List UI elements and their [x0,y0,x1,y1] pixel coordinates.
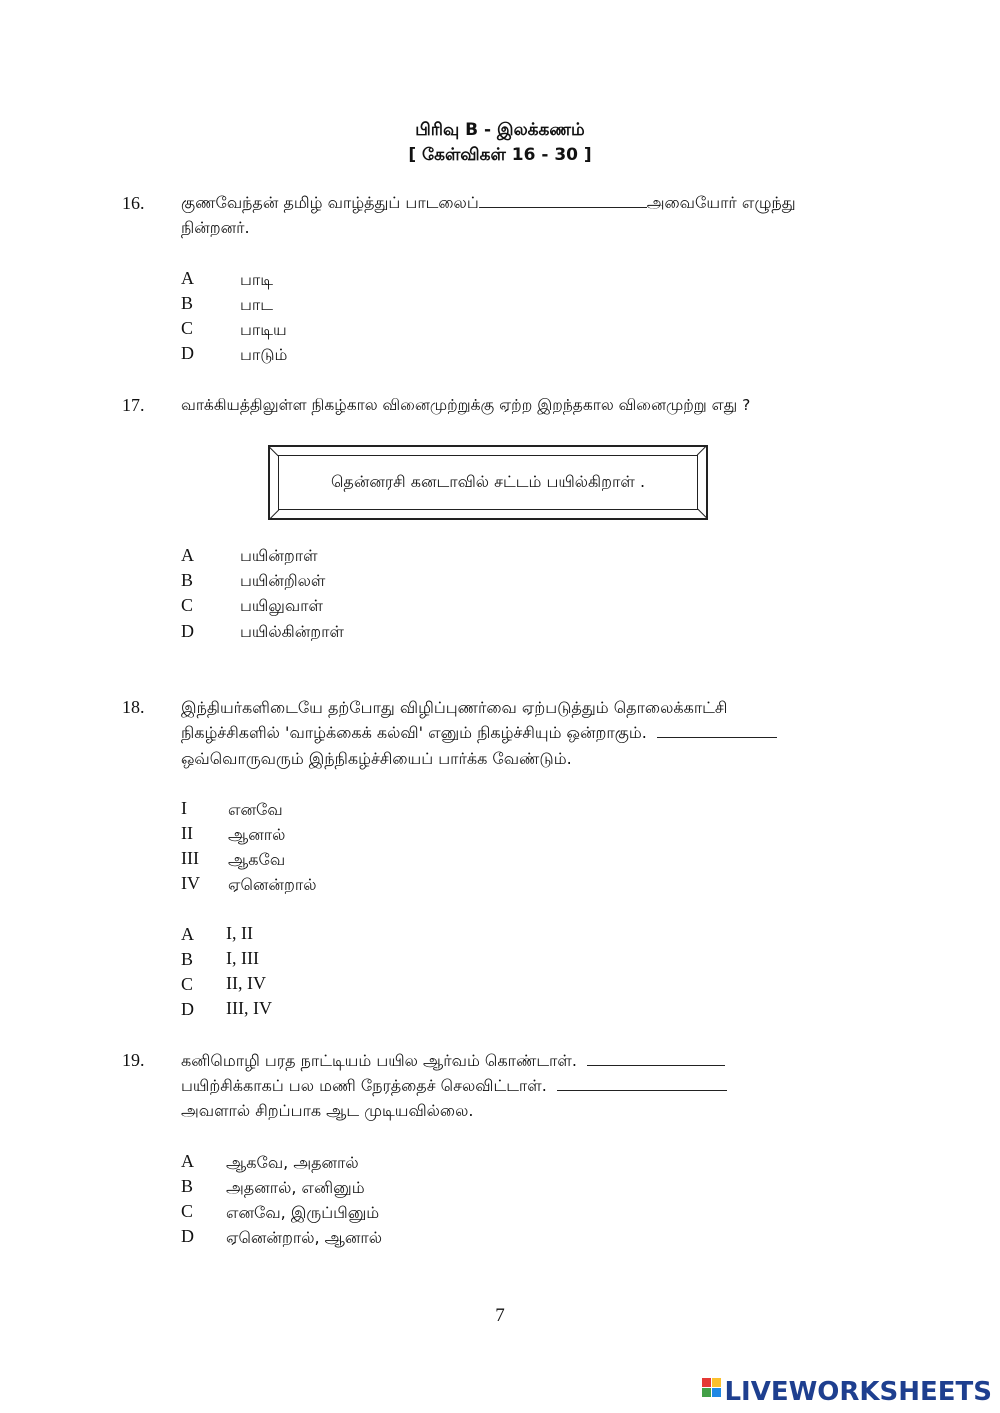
question-19-text-1: கனிமொழி பரத நாட்டியம் பயில ஆர்வம் கொண்டாள். [181,1051,577,1070]
option-label: D [181,621,194,641]
question-16-line-1 [181,193,796,214]
option-label: D [181,1226,194,1246]
option-text: அதனால், எனினும் [226,1178,365,1197]
question-16-text-a: குணவேந்தன் தமிழ் வாழ்த்துப் பாடலைப் [181,193,479,212]
question-17-line-1: வாக்கியத்திலுள்ள நிகழ்கால வினைமுற்றுக்கு ஏற்ற இறந்தகால வினைமுற்று எது ? [181,396,751,414]
roman-option-text: ஏனென்றால் [228,875,317,894]
option-label: C [181,595,194,615]
question-18-line-3: ஒவ்வொருவரும் இந்நிகழ்ச்சியைப் பார்க்க வேண்டும். [181,749,572,768]
question-19-line-3: அவளால் சிறப்பாக ஆட முடியவில்லை. [181,1101,474,1120]
option-text: பயின்றாள் [240,546,318,565]
roman-option-label: IV [181,873,200,893]
question-19-line-1 [181,1051,725,1072]
option-label: B [181,570,194,590]
roman-option-text: ஆனால் [228,825,286,844]
answer-blank-19-b[interactable] [557,1090,727,1091]
roman-option-label: II [181,823,193,843]
option-label: D [181,999,194,1019]
option-text: I, III [226,948,259,968]
question-19-text-2: பயிற்சிக்காகப் பல மணி நேரத்தைச் செலவிட்டாள். [181,1076,547,1095]
option-label: A [181,545,194,565]
option-label: B [181,293,194,313]
option-label: A [181,268,194,288]
question-number-18: 18. [122,697,145,717]
option-text: பாட [240,295,273,314]
option-text: ஏனென்றால், ஆனால் [226,1228,383,1247]
question-18-text: நிகழ்ச்சிகளில் 'வாழ்க்கைக் கல்வி' எனும் நிகழ்ச்சியும் ஒன்றாகும். [181,723,647,742]
question-18-line-1: இந்தியர்களிடையே தற்போது விழிப்புணர்வை ஏற்படுத்தும் தொலைக்காட்சி [181,698,728,717]
option-text: பயின்றிலள் [240,571,326,590]
option-label: C [181,974,194,994]
question-16-text-b: அவையோர் எழுந்து [646,193,796,212]
option-text: பாடிய [240,320,287,339]
option-label: D [181,343,194,363]
option-text: பாடும் [240,345,288,364]
question-number-17: 17. [122,395,145,415]
logo-text: LIVEWORKSHEETS [724,1377,992,1407]
option-text: ஆகவே, அதனால் [226,1153,359,1172]
section-title: பிரிவு B - இலக்கணம் [415,120,585,140]
question-16-line-2: நின்றனர். [181,218,250,237]
question-number-16: 16. [122,193,145,213]
option-text: III, IV [226,998,272,1018]
question-18-line-2 [181,723,777,744]
option-text: I, II [226,923,253,943]
option-text: பயிலுவாள் [240,596,323,615]
option-label: B [181,949,194,969]
option-label: A [181,1151,194,1171]
logo-squares-icon [702,1378,722,1406]
liveworksheets-logo [702,1376,992,1408]
answer-blank-19-a[interactable] [587,1065,725,1066]
answer-blank-18[interactable] [657,737,777,738]
option-text: எனவே, இருப்பினும் [226,1203,380,1222]
roman-option-label: I [181,798,187,818]
roman-option-text: ஆகவே [228,850,286,869]
option-label: C [181,1201,194,1221]
sentence-text: தென்னரசி கனடாவில் சட்டம் பயில்கிறாள் . [278,455,698,510]
option-label: A [181,924,194,944]
roman-option-text: எனவே [228,800,283,819]
page-number: 7 [495,1305,505,1326]
option-text: II, IV [226,973,266,993]
sentence-box [268,445,708,520]
roman-option-label: III [181,848,199,868]
question-number-19: 19. [122,1050,145,1070]
option-label: B [181,1176,194,1196]
option-text: பாடி [240,270,273,289]
question-19-line-2 [181,1076,727,1097]
option-label: C [181,318,194,338]
questions-range: [ கேள்விகள் 16 - 30 ] [408,145,592,165]
answer-blank-16[interactable] [479,207,647,208]
option-text: பயில்கின்றாள் [240,622,344,641]
